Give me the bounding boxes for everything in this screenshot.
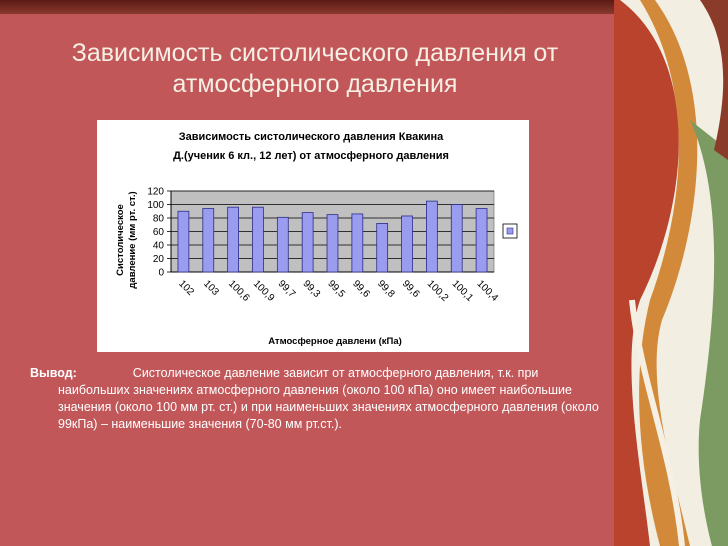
- bar: [277, 217, 288, 272]
- bar: [476, 209, 487, 272]
- x-tick-label: 99,3: [300, 278, 323, 300]
- bar: [178, 211, 189, 272]
- ribbon-orange: [639, 0, 697, 546]
- y-tick-label: 0: [158, 267, 164, 279]
- ribbon-highlight: [632, 300, 682, 546]
- y-tick-label: 60: [152, 227, 164, 238]
- x-tick-label: 99,7: [275, 278, 298, 300]
- x-tick-label: 99,5: [325, 278, 347, 300]
- bar: [352, 214, 363, 272]
- top-band: [0, 0, 728, 14]
- x-axis-label: Атмосферное давлени (кПа): [268, 336, 402, 347]
- bar: [203, 209, 214, 272]
- ribbon-dark: [700, 0, 728, 160]
- conclusion-text: Систолическое давление зависит от атмосферного давления, т.к. при наибольших значениях атмосферного давления (около 100 кПа) оно имеет наибольшие значения (около 100 мм рт. ст.) и при наименьших значениях атмосферного давления (около 99кПа) – наименьшие значения (70-80 мм рт.ст.).: [58, 366, 599, 431]
- bar: [377, 223, 388, 272]
- ribbon-green: [690, 120, 728, 546]
- x-tick-label: 99,6: [350, 278, 372, 300]
- y-tick-label: 20: [152, 254, 164, 265]
- chart-title-line2: Д.(ученик 6 кл., 12 лет) от атмосферного давления: [173, 150, 449, 162]
- ribbon-red: [614, 0, 679, 546]
- bar: [228, 207, 239, 272]
- bar: [402, 216, 413, 272]
- chart-title-line1: Зависимость систолического давления Квакина: [178, 131, 444, 143]
- x-tick-label: 102: [176, 278, 196, 298]
- conclusion-label: Вывод:: [30, 366, 77, 380]
- x-tick-label: 100,2: [424, 278, 451, 304]
- bar: [252, 207, 263, 272]
- bar: [451, 205, 462, 273]
- x-tick-label: 103: [201, 278, 221, 298]
- conclusion-body: [30, 365, 610, 433]
- legend-swatch: [507, 228, 513, 234]
- x-tick-label: 100,6: [225, 278, 252, 304]
- y-tick-label: 80: [152, 213, 164, 225]
- y-tick-label: 120: [147, 186, 164, 198]
- y-tick-label: 100: [147, 200, 164, 211]
- conclusion: [30, 365, 610, 433]
- bar: [426, 201, 437, 272]
- x-tick-label: 100,9: [250, 278, 277, 304]
- slide-title: Зависимость систолического давления от атмосферного давления: [71, 39, 559, 98]
- x-tick-label: 100,1: [449, 278, 476, 304]
- y-axis-label-line1: Систолическое: [115, 204, 126, 276]
- right-panel: [614, 0, 728, 546]
- x-tick-label: 99,6: [399, 278, 422, 300]
- bar-chart: [97, 120, 529, 352]
- x-tick-label: 99,8: [375, 278, 397, 300]
- chart-area: [97, 120, 529, 352]
- bar: [327, 215, 338, 272]
- bar: [302, 213, 313, 272]
- x-tick-label: 100,4: [474, 278, 500, 304]
- y-axis-label-line2: давление (мм рт. ст.): [127, 191, 138, 289]
- y-tick-label: 40: [152, 240, 164, 252]
